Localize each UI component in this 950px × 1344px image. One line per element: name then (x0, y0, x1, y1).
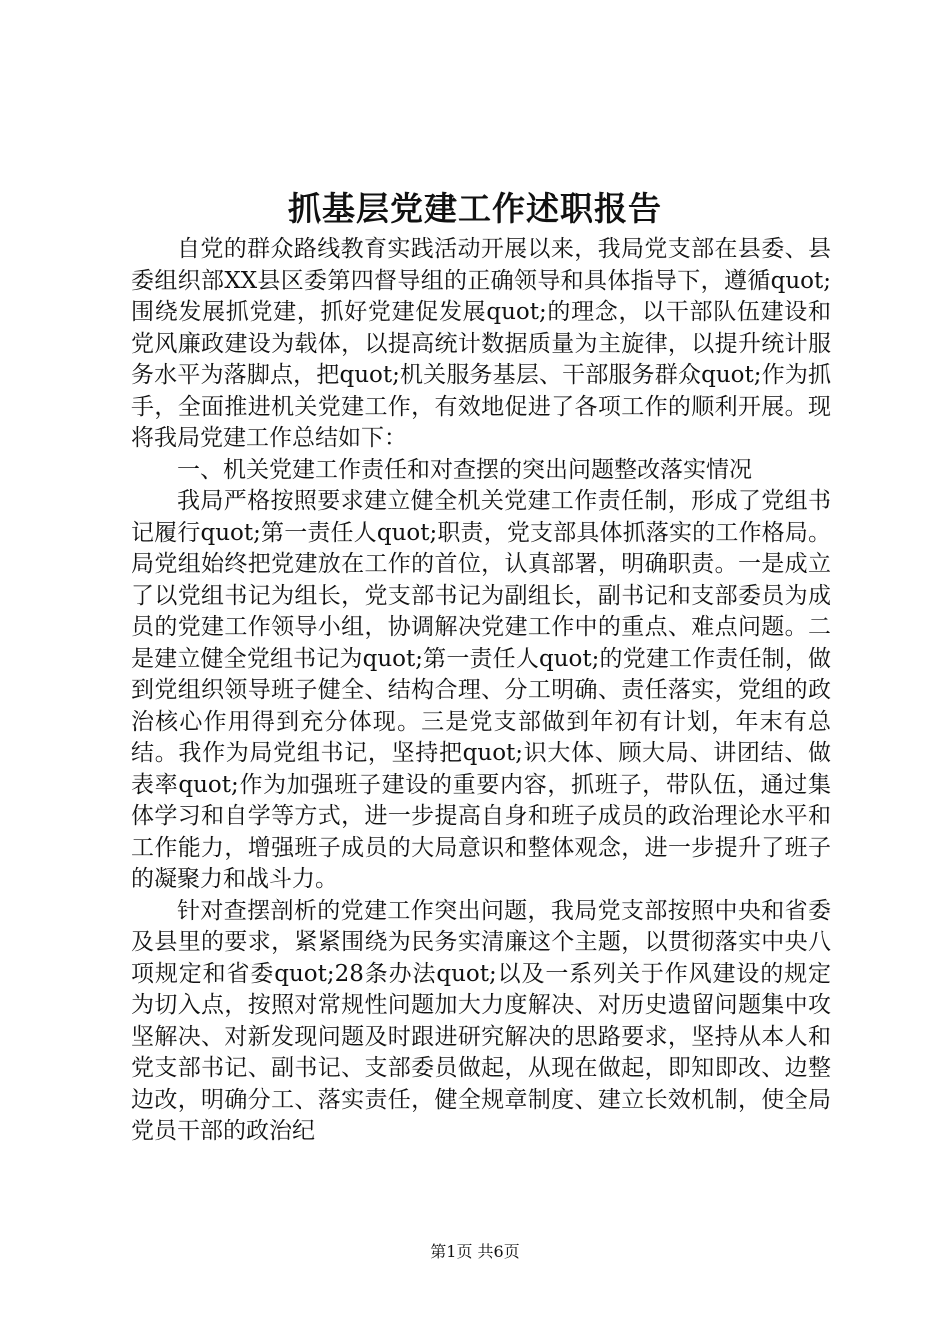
page-title: 抓基层党建工作述职报告 (288, 189, 662, 228)
document-body (131, 234, 831, 1148)
paragraph-responsibility: 我局严格按照要求建立健全机关党建工作责任制，形成了党组书记履行quot;第一责任人quot;职责，党支部具体抓落实的工作格局。局党组始终把党建放在工作的首位，认真部署，明确职责。一是成立了以党组书记为组长，党支部书记为副组长，副书记和支部委员为成员的党建工作领导小组，协调解决党建工作中的重点、难点问题。二是建立健全党组书记为quot;第一责任人quot;的党建工作责任制，做到党组织领导班子健全、结构合理、分工明确、责任落实，党组的政治核心作用得到充分体现。三是党支部做到年初有计划，年末有总结。我作为局党组书记，坚持把quot;识大体、顾大局、讲团结、做表率quot;作为加强班子建设的重要内容，抓班子，带队伍，通过集体学习和自学等方式，进一步提高自身和班子成员的政治理论水平和工作能力，增强班子成员的大局意识和整体观念，进一步提升了班子的凝聚力和战斗力。 (131, 488, 831, 892)
paragraph-intro: 自党的群众路线教育实践活动开展以来，我局党支部在县委、县委组织部XX县区委第四督导组的正确领导和具体指导下，遵循quot;围绕发展抓党建，抓好党建促发展quot;的理念，以干部队伍建设和党风廉政建设为载体，以提高统计数据质量为主旋律，以提升统计服务水平为落脚点，把quot;机关服务基层、干部服务群众quot;作为抓手，全面推进机关党建工作，有效地促进了各项工作的顺利开展。现将我局党建工作总结如下： (131, 236, 831, 451)
paragraph-rectification: 针对查摆剖析的党建工作突出问题，我局党支部按照中央和省委及县里的要求，紧紧围绕为民务实清廉这个主题，以贯彻落实中央八项规定和省委quot;28条办法quot;以及一系列关于作风建设的规定为切入点，按照对常规性问题加大力度解决、对历史遗留问题集中攻坚解决、对新发现问题及时跟进研究解决的思路要求，坚持从本人和党支部书记、副书记、支部委员做起，从现在做起，即知即改、边整边改，明确分工、落实责任，健全规章制度、建立长效机制，使全局党员干部的政治纪 (131, 897, 831, 1144)
section-heading: 一、机关党建工作责任和对查摆的突出问题整改落实情况 (177, 456, 752, 483)
page-footer: 第1页 共6页 (430, 1242, 520, 1261)
